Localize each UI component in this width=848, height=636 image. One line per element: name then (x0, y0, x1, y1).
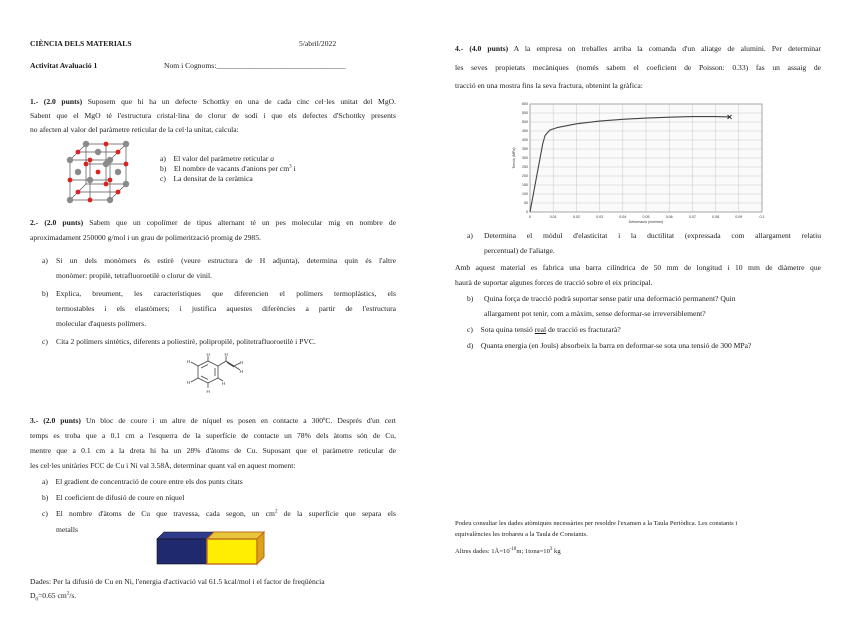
q2-item-b-line-2: termostables i els elastòmers; i justifica aquestes diferències a partir de l'estructura (56, 304, 396, 313)
footer-line-2: equivalències les trobareu a la Taula de Constants. (455, 531, 588, 538)
chart-x-tick-label: 0 (529, 215, 531, 219)
q2-item-a-line-1: Si un dels monòmers és estirè (veure estructura de H adjunta), determina quin és l'altre (56, 256, 396, 265)
q2-line-2: aproximadament 250000 g/mol i un grau de polimerització promig de 2985. (30, 233, 261, 242)
footer-line-1: Podeu consultar les dades atòmiques necessàries per resoldre l'examen a la Taula Periòdica. Les constants i (455, 520, 738, 527)
chart-y-tick-label: 600 (522, 102, 528, 107)
chart-x-label: Deformació (mm/mm) (628, 220, 664, 224)
q3-line-2: temps es troba que a 0.1 cm a l'esquerra de la superfície de contacte un 78% dels àtoms són de Cu, (30, 431, 396, 440)
chart-x-tick-label: 0.03 (596, 215, 604, 219)
q4-bar-line-2: haurà de suportar algunes forces de tracció sobre el eix principal. (455, 278, 653, 287)
chart-x-tick-label: 0.05 (642, 215, 650, 219)
chart-y-tick-label: 150 (522, 183, 528, 188)
q1-line-3: no afecten al valor del paràmetre reticular de la cel·la unitat, calcula: (30, 125, 239, 134)
chart-y-tick-label: 200 (522, 174, 528, 179)
cu-block (207, 539, 257, 564)
q4-line-1: 4.- (4.0 punts) A la empresa on treballes arriba la comanda d'un aliatge de alumini. Per determinar (455, 44, 821, 53)
q3-item-a: a) El gradient de concentració de coure entre els dos punts citats (42, 477, 243, 486)
q3-data-line-2: $D_0=0.65$ $cm^2/s$. (30, 591, 77, 603)
chart-y-tick-label: 300 (522, 156, 528, 161)
chart-x-tick-label: 0.09 (735, 215, 743, 219)
q3-item-b: b) El coeficient de difusió de coure en níquel (42, 493, 185, 502)
q3-line-3: mentre que a 0.1 cm a la dreta hi ha un 28% d'àtoms de Cu. Suposant que el paràmetre reticular de (30, 446, 396, 455)
chart-y-tick-label: 250 (522, 165, 528, 170)
stress-strain-chart (508, 96, 770, 224)
ni-block (157, 539, 207, 564)
footer-other-data: Altres dades: $1Å=10^{-10}m$; $1tona=10^3$ kg (455, 546, 561, 555)
q2-line-1: 2.- (2.0 punts) Sabem que un copolímer de tipus alternant té un pes molecular mig en nombre de (30, 218, 396, 227)
q4-line-2: les seves propietats mecàniques (només sabem el coeficient de Poisson: 0.33) fas un assaig de (455, 63, 821, 72)
ni-block-top (157, 532, 214, 539)
q4-item-b-line-1: Quina força de tracció podrà suportar sense patir una deformació permanent? Quin (484, 294, 736, 303)
q4-item-d: d) Quanta energia (en Jouls) absorbeix la barra en deformar-se sota una tensió de 300 MPa? (467, 341, 752, 350)
chart-x-tick-label: 0.07 (688, 215, 696, 219)
chart-y-tick-label: 400 (522, 138, 528, 143)
q3-line-4: les cel·les unitàries FCC de Cu i Ni val 3.58Å, determinar quant val en aquest moment: (30, 461, 296, 470)
q4-item-b-line-2: allargament pot tenir, com a màxim, sense deformar-se irreversiblement? (484, 309, 706, 318)
q4-item-a-label: a) (467, 231, 473, 240)
q2-item-a-line-2: monòmer: propilè, tetrafluoroetilè o clorur de vinil. (56, 271, 213, 280)
chart-x-tick-label: 0.06 (665, 215, 673, 219)
chart-y-tick-label: 50 (524, 201, 528, 206)
cu-block-top (207, 532, 264, 539)
q4-item-a-line-1: Determina el mòdul d'elasticitat i la ductilitat (expressada com allargament relatiu (484, 231, 821, 240)
chart-x-tick-label: 0.02 (572, 215, 580, 219)
q3-item-c-label: c) (42, 509, 48, 518)
q3-data-line-1: Dades: Per la difusió de Cu en Ni, l'energia d'activació val 61.5 kcal/mol i el factor de freqüència (30, 577, 325, 586)
q1-line-1: 1.- (2.0 punts) Suposem que hi ha un defecte Schottky en una de cada cinc cel·les unitat del MgO. (30, 97, 396, 106)
chart-x-tick-label: 0.04 (619, 215, 627, 219)
q1-item-c: c) La densitat de la ceràmica (160, 174, 253, 183)
molecule-atom-h2: H (187, 359, 191, 364)
chart-y-tick-label: 0 (526, 210, 528, 215)
q4-item-b-label: b) (467, 294, 474, 303)
q2-item-b-line-3: molecular d'aquests polímers. (56, 319, 147, 328)
chart-x-tick-label: 0.08 (712, 215, 720, 219)
course-title: CIÈNCIA DELS MATERIALS (30, 39, 132, 48)
q2-item-c-label: c) (42, 337, 48, 346)
diffusion-couple-figure (156, 530, 268, 566)
name-field[interactable]: Nom i Cognoms:__________________________________ (164, 61, 346, 70)
mgo-crystal-figure (56, 138, 140, 206)
chart-y-tick-label: 450 (522, 129, 528, 134)
q2-item-a-label: a) (42, 256, 48, 265)
q3-line-1: 3.- (2.0 punts) Un bloc de coure i un altre de níquel es posen en contacte a 300ºC. Després d'un cert (30, 416, 396, 425)
q2-item-c-line-1: Cita 2 polímers sintètics, diferents a poliestirè, polipropilè, politetrafluoroetilè i PVC. (56, 337, 316, 346)
q2-item-b-line-1: Explica, breument, les característiques que diferencien el polímers termoplàstics, els (56, 289, 396, 298)
chart-y-tick-label: 100 (522, 192, 528, 197)
q4-bar-line-1: Amb aquest material es fabrica una barra cilíndrica de 50 mm de longitud i 10 mm de diàmetre que (455, 263, 821, 272)
chart-y-label: Tensió (MPa) (512, 147, 516, 169)
chart-x-tick-label: 0.1 (759, 215, 765, 219)
q4-item-a-line-2: percentual) de l'aliatge. (484, 246, 555, 255)
q3-item-c-line-2: metalls (56, 525, 78, 534)
activity-title: Activitat Avaluació 1 (30, 61, 98, 70)
q1-item-a: a) El valor del paràmetre reticular a (160, 154, 275, 163)
molecule-atom-h8: H (222, 381, 226, 386)
molecule-atom-h4: H (206, 389, 210, 394)
molecule-atom-h1: H (206, 352, 210, 357)
molecule-atom-h5: H (224, 352, 228, 357)
q4-item-c: c) Sota quina tensió real de tracció es fracturarà? (467, 325, 621, 334)
molecule-atom-h3: H (187, 380, 191, 385)
molecule-atom-h7: H (240, 369, 244, 374)
q1-line-2: Sabent que el MgO té l'estructura cristal·lina de clorur de sodi i que els defectes d'Schottky presents (30, 111, 396, 120)
chart-x-tick-label: 0.01 (549, 215, 557, 219)
chart-y-tick-label: 500 (522, 120, 528, 125)
q4-line-3: tracció en una mostra fins la seva fractura, obtenint la gràfica: (455, 81, 643, 90)
q2-item-b-label: b) (42, 289, 49, 298)
molecule-atom-h6: H (240, 360, 244, 365)
styrene-molecule (176, 352, 246, 398)
exam-date: 5/abril/2022 (299, 39, 337, 48)
q3-item-c-line-1: El nombre d'àtoms de Cu que travessa, cada segon, un $cm^2$ de la superfície que separa els (56, 509, 396, 518)
q1-item-b: b) El nombre de vacants d'anions per $cm^3$ i (160, 164, 296, 173)
chart-y-tick-label: 350 (522, 147, 528, 152)
chart-y-tick-label: 550 (522, 111, 528, 116)
